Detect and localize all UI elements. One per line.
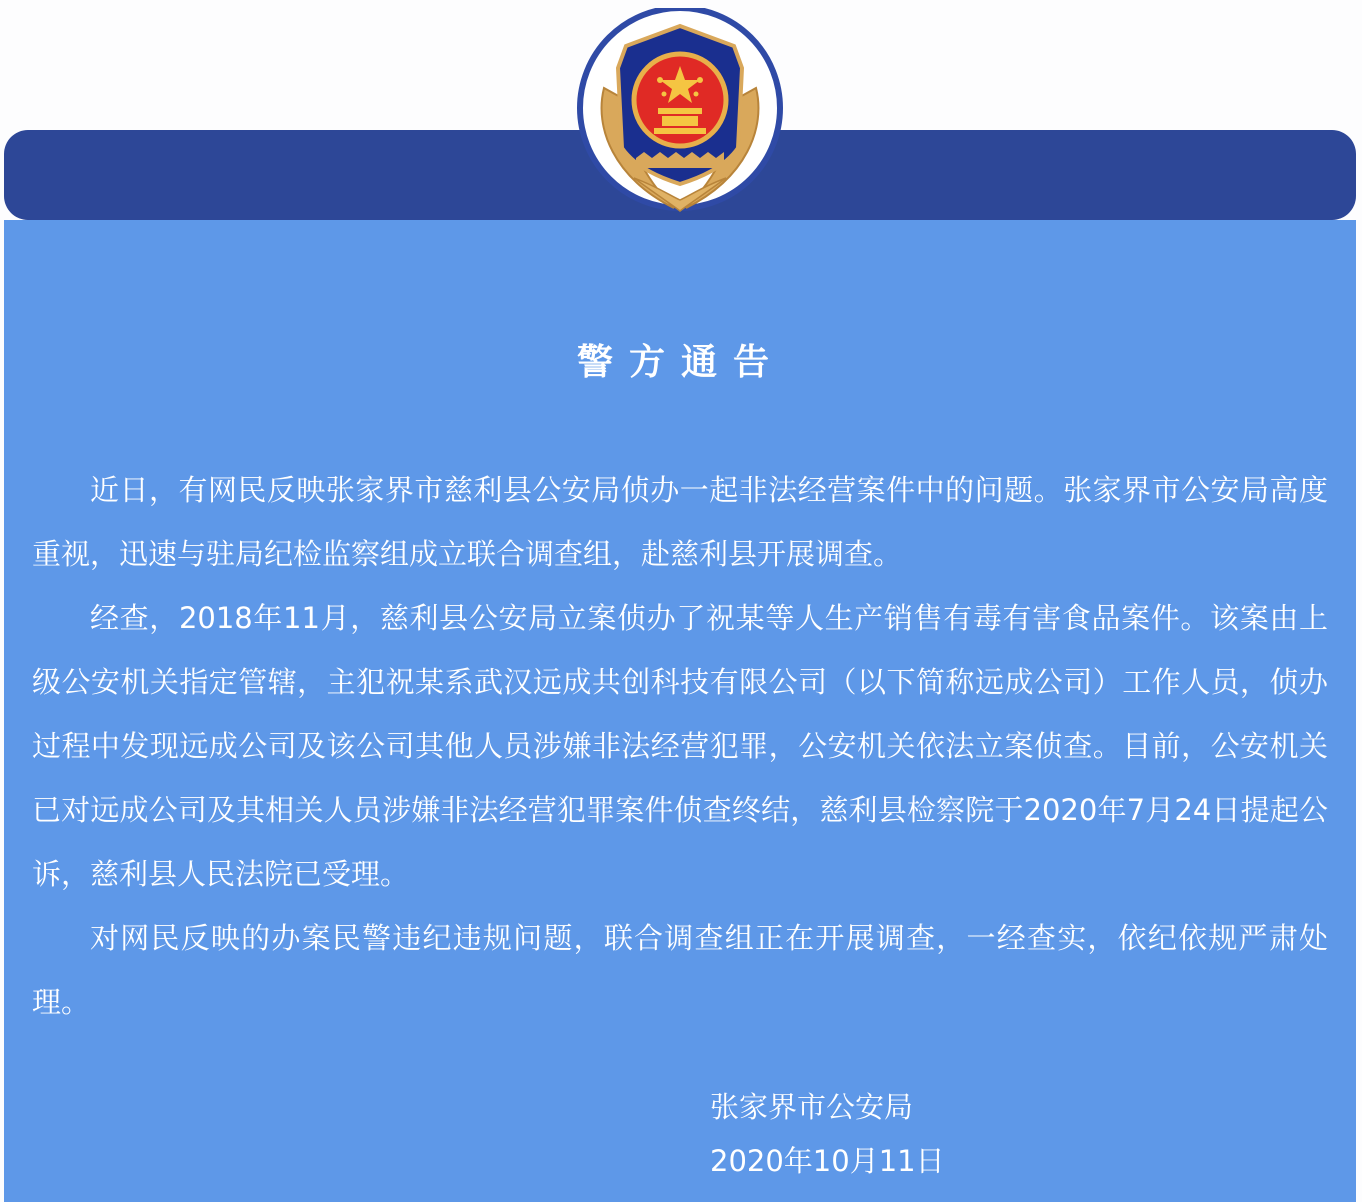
signature-block: [710, 1080, 945, 1188]
police-emblem-icon: [574, 8, 786, 213]
issue-date: 2020年10月11日: [710, 1144, 945, 1178]
paragraph: 对网民反映的办案民警违纪违规问题，联合调查组正在开展调查，一经查实，依纪依规严肃处理。: [32, 921, 1328, 1019]
paragraph: 经查，2018年11月，慈利县公安局立案侦办了祝某等人生产销售有毒有害食品案件。该案由上级公安机关指定管辖，主犯祝某系武汉远成共创科技有限公司（以下简称远成公司）工作人员，侦办过程中发现远成公司及该公司其他人员涉嫌非法经营犯罪，公安机关依法立案侦查。目前，公安机关已对远成公司及其相关人员涉嫌非法经营犯罪案件侦查终结，慈利县检察院于2020年7月24日提起公诉，慈利县人民法院已受理。: [32, 601, 1328, 891]
issuer-name: 张家界市公安局: [710, 1090, 914, 1124]
notice-body: [32, 458, 1328, 1034]
notice-title: 警方通告: [576, 342, 785, 383]
paragraph: 近日，有网民反映张家界市慈利县公安局侦办一起非法经营案件中的问题。张家界市公安局高度重视，迅速与驻局纪检监察组成立联合调查组，赴慈利县开展调查。: [32, 473, 1328, 571]
